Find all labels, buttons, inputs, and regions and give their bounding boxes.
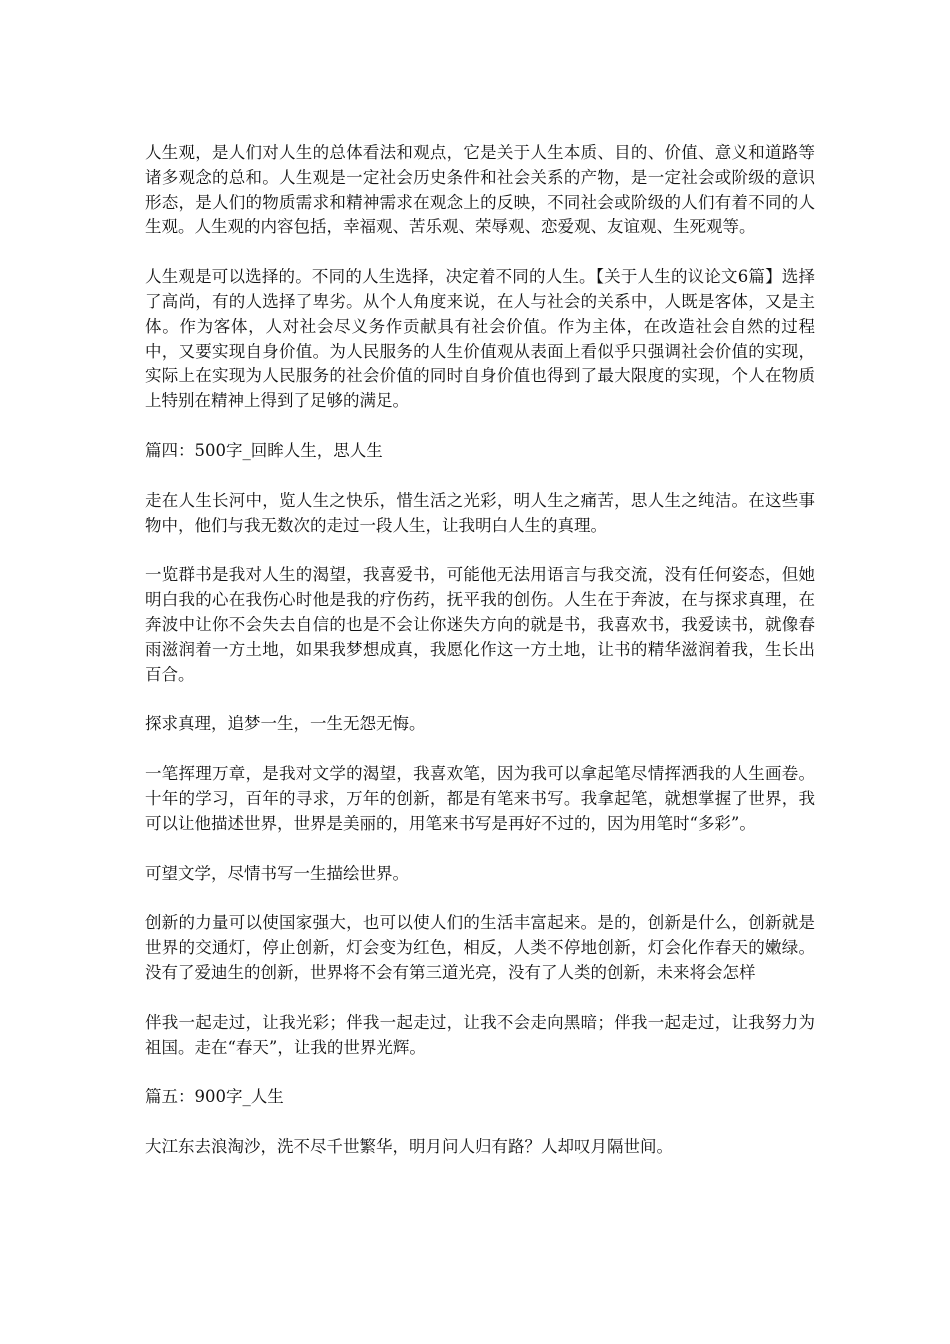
section-heading-part-four: 篇四：500字_回眸人生，思人生 bbox=[145, 440, 383, 460]
paragraph-accompany-me: 伴我一起走过，让我光彩；伴我一起走过，让我不会走向黑暗；伴我一起走过，让我努力为祖国。走在“春天”，让我的世界光辉。 bbox=[145, 1012, 815, 1057]
paragraph-writing-pen: 一笔挥理万章，是我对文学的渴望，我喜欢笔，因为我可以拿起笔尽情挥洒我的人生画卷。十年的学习，百年的寻求，万年的创新，都是有笔来书写。我拿起笔，就想掌握了世界，我可以让他描述世界，世界是美丽的，用笔来书写是再好不过的，因为用笔时“多彩”。 bbox=[145, 764, 815, 833]
paragraph-great-river: 大江东去浪淘沙，洗不尽千世繁华，明月问人归有路？人却叹月隔世间。 bbox=[145, 1137, 673, 1157]
document-body bbox=[145, 141, 815, 1185]
paragraph-reading-books: 一览群书是我对人生的渴望，我喜爱书，可能他无法用语言与我交流，没有任何姿态，但她明白我的心在我伤心时他是我的疗伤药，抚平我的创伤。人生在于奔波，在与探求真理，在奔波中让你不会失去自信的也是不会让你迷失方向的就是书，我喜欢书，我爱读书，就像春雨滋润着一方土地，如果我梦想成真，我愿化作这一方土地，让书的精华滋润着我，生长出百合。 bbox=[145, 565, 815, 684]
paragraph-life-view-choice: 人生观是可以选择的。不同的人生选择，决定着不同的人生。【关于人生的议论文6篇】选择了高尚，有的人选择了卑劣。从个人角度来说，在人与社会的关系中，人既是客体，又是主体。作为客体，人对社会尽义务作贡献具有社会价值。作为主体，在改造社会自然的过程中，又要实现自身价值。为人民服务的人生价值观从表面上看似乎只强调社会价值的实现，实际上在实现为人民服务的社会价值的同时自身价值也得到了最大限度的实现，个人在物质上特别在精神上得到了足够的满足。 bbox=[145, 267, 815, 411]
paragraph-life-view-definition: 人生观，是人们对人生的总体看法和观点，它是关于人生本质、目的、价值、意义和道路等诸多观念的总和。人生观是一定社会历史条件和社会关系的产物，是一定社会或阶级的意识形态，是人们的物质需求和精神需求在观念上的反映，不同社会或阶级的人们有着不同的人生观。人生观的内容包括，幸福观、苦乐观、荣辱观、恋爱观、友谊观、生死观等。 bbox=[145, 143, 815, 237]
paragraph-innovation: 创新的力量可以使国家强大，也可以使人们的生活丰富起来。是的，创新是什么，创新就是世界的交通灯，停止创新，灯会变为红色，相反，人类不停地创新，灯会化作春天的嫩绿。没有了爱迪生的创新，世界将不会有第三道光亮，没有了人类的创新，未来将会怎样 bbox=[145, 913, 815, 982]
paragraph-walking-in-life: 走在人生长河中，览人生之快乐，惜生活之光彩，明人生之痛苦，思人生之纯洁。在这些事物中，他们与我无数次的走过一段人生，让我明白人生的真理。 bbox=[145, 490, 815, 535]
paragraph-seeking-truth: 探求真理，追梦一生，一生无怨无悔。 bbox=[145, 714, 426, 734]
paragraph-literature: 可望文学，尽情书写一生描绘世界。 bbox=[145, 863, 409, 883]
section-heading-part-five: 篇五：900字_人生 bbox=[145, 1087, 284, 1107]
